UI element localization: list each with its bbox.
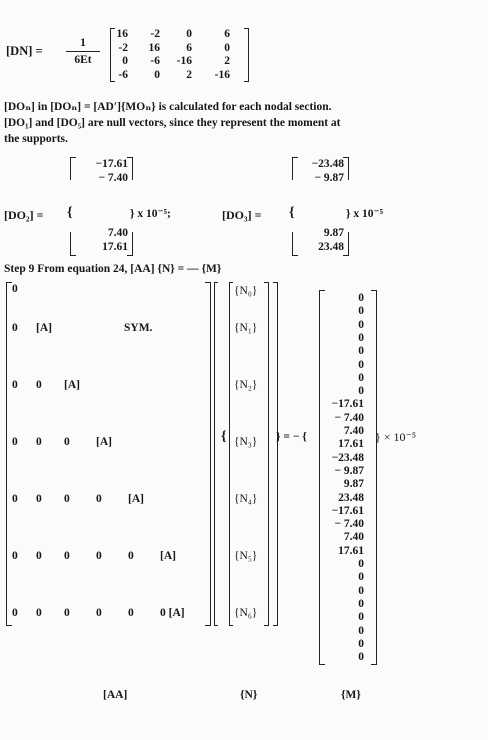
n-entry: {N₂} xyxy=(234,379,258,391)
do2-value-4: 17.61 xyxy=(102,241,128,253)
m-entry: 17.61 xyxy=(338,544,364,557)
do2-brace-right-bottom xyxy=(127,255,133,256)
aa-cell: 0 xyxy=(12,283,18,295)
do2-value-2: − 7.40 xyxy=(98,172,128,184)
aa-cell: [A] xyxy=(160,550,176,562)
m-bracket-right xyxy=(376,290,377,665)
m-bracket-left-top xyxy=(319,290,325,291)
dn-cell: 6 xyxy=(186,41,192,54)
m-entry: 0 xyxy=(358,305,364,318)
dn-frac-denominator: 6Et xyxy=(74,54,92,66)
dn-cell: 2 xyxy=(224,55,230,67)
n-entry: {N₆} xyxy=(234,607,258,619)
aa-sym-label: SYM. xyxy=(124,322,153,334)
m-entry: 0 xyxy=(358,651,364,664)
equals-sign: } = − { xyxy=(276,431,307,443)
m-entry: 23.48 xyxy=(338,491,364,504)
do3-brace-right-top xyxy=(343,157,349,158)
dn-cell: -6 xyxy=(118,68,128,81)
do2-value-1: −17.61 xyxy=(95,158,128,170)
aa-cell: 0 xyxy=(12,493,18,505)
aa-cell: 0 xyxy=(64,436,70,448)
aa-cell: 0 xyxy=(36,436,42,448)
do2-brace-left-mid: { xyxy=(67,205,73,220)
m-entry: 0 xyxy=(358,331,364,344)
dn-cell: 2 xyxy=(186,68,192,81)
m-entry: 0 xyxy=(358,571,364,584)
n-label: {N} xyxy=(240,689,258,701)
n-inner-left-top xyxy=(229,282,233,283)
para-line-1: [DOₙ] in [DOₙ] = [AD′]{MOₙ} is calculated for each nodal section. xyxy=(4,101,332,113)
dn-cell: 0 xyxy=(154,68,160,81)
dn-cell: -16 xyxy=(214,68,230,81)
aa-cell: 0 [A] xyxy=(160,607,185,619)
n-entry: {N₃} xyxy=(234,436,258,448)
dn-cell: -2 xyxy=(150,28,160,40)
aa-cell: 0 xyxy=(64,607,70,619)
m-entry: 0 xyxy=(358,292,364,304)
aa-cell: 0 xyxy=(64,493,70,505)
dn-bracket-right-bottom xyxy=(244,81,249,82)
do3-value-4: 23.48 xyxy=(318,241,344,253)
m-entry: 0 xyxy=(358,611,364,624)
dn-cell: -16 xyxy=(176,55,192,67)
aa-cell: 0 xyxy=(36,379,42,391)
do2-brace-left-bottom xyxy=(70,255,76,256)
step-9-heading: Step 9 From equation 24, [AA] {N} = — {M} xyxy=(4,263,222,275)
aa-bracket-left xyxy=(6,282,7,626)
m-entry: − 7.40 xyxy=(334,411,364,424)
dn-cell: 16 xyxy=(148,41,160,54)
aa-cell: 0 xyxy=(36,550,42,562)
aa-cell: 0 xyxy=(128,550,134,562)
aa-cell: 0 xyxy=(12,607,18,619)
do2-scale: } x 10⁻⁵; xyxy=(130,208,171,220)
m-bracket-right-top xyxy=(371,290,377,291)
dn-bracket-right xyxy=(248,28,249,82)
aa-cell: 0 xyxy=(64,550,70,562)
m-entry: 0 xyxy=(358,345,364,358)
aa-bracket-left-bottom xyxy=(6,625,12,626)
para-line-3: the supports. xyxy=(4,133,68,145)
n-outer-left-top xyxy=(214,282,218,283)
dn-cell: 0 xyxy=(122,55,128,67)
aa-cell: 0 xyxy=(96,550,102,562)
dn-cell: 16 xyxy=(116,28,128,40)
n-entry: {N₅} xyxy=(234,550,258,562)
m-entry: 0 xyxy=(358,358,364,371)
m-entry: 7.40 xyxy=(343,425,364,437)
dn-cell: 6 xyxy=(224,28,230,40)
do3-brace-right-lower xyxy=(348,232,349,256)
n-inner-left xyxy=(229,282,230,626)
aa-cell: [A] xyxy=(36,322,52,334)
n-outer-right xyxy=(277,282,278,626)
n-inner-right xyxy=(268,282,269,626)
aa-cell: 0 xyxy=(12,550,18,562)
do3-brace-left-bottom xyxy=(292,255,298,256)
n-entry: {N₁} xyxy=(234,322,258,334)
m-entry: 9.87 xyxy=(343,478,364,491)
dn-cell: 0 xyxy=(186,28,192,40)
dn-frac-numerator: 1 xyxy=(80,37,86,49)
aa-cell: 0 xyxy=(12,436,18,448)
m-entry: −23.48 xyxy=(331,451,364,464)
m-label: {M} xyxy=(341,689,361,701)
aa-cell: 0 xyxy=(128,607,134,619)
n-inner-right-bottom xyxy=(264,625,269,626)
do2-value-3: 7.40 xyxy=(107,227,128,239)
aa-bracket-right-bottom xyxy=(205,625,211,626)
do3-value-1: −23.48 xyxy=(311,158,344,170)
m-entry: 0 xyxy=(358,558,364,570)
dn-cell: -2 xyxy=(118,41,128,54)
dn-cell: -6 xyxy=(150,55,160,67)
m-entry: − 7.40 xyxy=(334,518,364,531)
m-entry: 0 xyxy=(358,624,364,637)
do2-brace-right xyxy=(132,157,133,180)
m-entry: −17.61 xyxy=(331,504,364,517)
do3-value-3: 9.87 xyxy=(323,227,344,239)
para-line-2: [DO₁] and [DO₅] are null vectors, since they represent the moment at xyxy=(4,117,341,129)
aa-cell: 0 xyxy=(96,607,102,619)
do2-label: [DO₂] = xyxy=(4,208,44,222)
do2-brace-left-lower xyxy=(70,232,71,256)
do3-value-2: − 9.87 xyxy=(314,172,344,184)
aa-cell: 0 xyxy=(12,379,18,391)
do3-label: [DO₃] = xyxy=(222,208,262,222)
aa-cell: 0 xyxy=(36,607,42,619)
aa-cell: [A] xyxy=(128,493,144,505)
aa-cell: [A] xyxy=(64,379,80,391)
do3-scale: } x 10⁻⁵ xyxy=(346,208,384,220)
do2-brace-left xyxy=(70,157,71,180)
aa-cell: 0 xyxy=(12,322,18,334)
m-entry: −17.61 xyxy=(331,398,364,411)
m-entry: 7.40 xyxy=(343,531,364,544)
n-outer-left xyxy=(214,282,215,626)
aa-cell: [A] xyxy=(96,436,112,448)
aa-cell: 0 xyxy=(96,493,102,505)
m-entry: 0 xyxy=(358,318,364,331)
do3-brace-right xyxy=(348,157,349,180)
dn-label: [DN] = xyxy=(6,44,43,58)
dn-fraction xyxy=(66,36,100,67)
m-scale: } × 10⁻⁵ xyxy=(375,430,417,444)
do2-brace-right-top xyxy=(127,157,133,158)
do3-brace-left xyxy=(292,157,293,180)
m-entry: 17.61 xyxy=(338,438,364,451)
n-inner-left-bottom xyxy=(229,625,233,626)
m-entry: 0 xyxy=(358,371,364,384)
n-brace-open: { xyxy=(221,429,227,444)
aa-bracket-right-top xyxy=(205,282,211,283)
do3-brace-left-lower xyxy=(292,232,293,256)
dn-cell: 0 xyxy=(224,41,230,54)
n-entry: {N₄} xyxy=(234,493,258,505)
m-entry: 0 xyxy=(358,637,364,650)
m-entry: 0 xyxy=(358,584,364,597)
m-entry: 0 xyxy=(358,597,364,610)
aa-label: [AA] xyxy=(103,689,128,701)
m-bracket-left xyxy=(319,290,320,665)
aa-cell: 0 xyxy=(36,493,42,505)
aa-bracket-right xyxy=(210,282,211,626)
n-outer-right-top xyxy=(273,282,278,283)
n-entry: {N₀} xyxy=(234,285,258,297)
dn-bracket-right-top xyxy=(244,28,249,29)
do3-brace-left-mid: { xyxy=(289,205,295,220)
n-outer-right-bottom xyxy=(273,625,278,626)
do3-brace-right-bottom xyxy=(343,255,349,256)
n-inner-right-top xyxy=(264,282,269,283)
do2-brace-right-lower xyxy=(132,232,133,256)
m-entry: − 9.87 xyxy=(334,464,364,477)
m-bracket-right-bottom xyxy=(371,664,377,665)
n-outer-left-bottom xyxy=(214,625,218,626)
m-entry: 0 xyxy=(358,385,364,398)
